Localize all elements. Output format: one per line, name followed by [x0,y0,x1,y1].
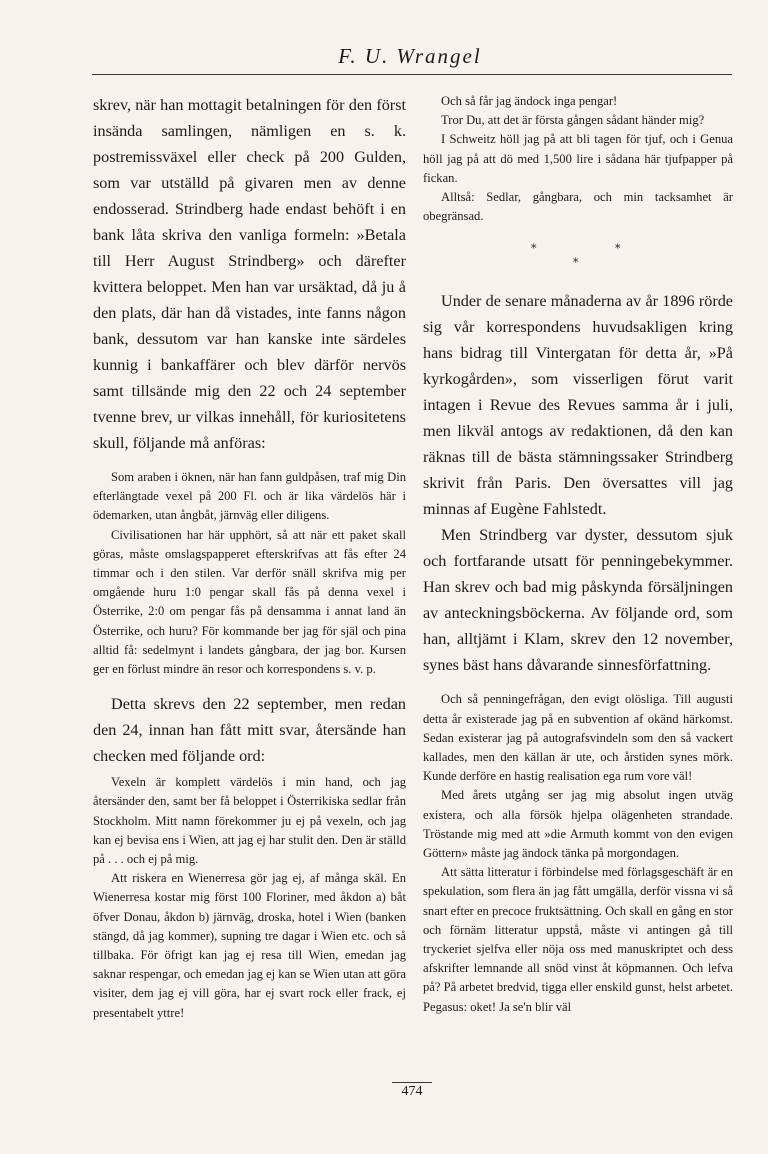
quoted-letter-paragraph: Alltså: Sedlar, gångbara, och min tacksamhet är obegränsad. [423,190,733,224]
quoted-letter-paragraph: Civilisationen har här upphört, så att när ett paket skall göras, måste omslagspapperet efterskrifvas att fås efter 24 timmar och i den stilen. Var derför snäll skrifva mig per omgående huru 1:0 pengar skall fås på denna vexel i Österrike, 2:0 om pengar fås på densamma i annat land än Österrike, och huru? För kommande ber jag för själ och pina alltid få: sedelmynt i landets gångbara, der jag bor. Kursen ger en förlust mindre än resor och korrespondens s. v. p. [93,527,406,677]
body-paragraph: skrev, när han mottagit betalningen för den först insända samlingen, nämligen en s. k. postremissväxel eller check på 200 Gulden, som var utställd på givaren men av denne endosserad. Strindberg hade endast behöft i en bank låta skriva den vanliga formeln: »Betala till Herr August Strindberg» och därefter kvittera beloppet. Men han var ursäktad, då ju å den plats, där han då vistades, inte fanns någon bank, dessutom var han kanske inte särdeles kunnig i bankaffärer och blev därför nervös samt tillsände mig den 22 och 24 september tvenne brev, ur vilkas innehåll, för kuriositetens skull, följande må anföras: [93,96,406,452]
running-header: F. U. Wrangel [338,44,482,68]
quoted-letter-paragraph: Att sätta litteratur i förbindelse med förlagsgeschäft är en spekulation, som flera än jag fått umgälla, derför vissna vi så snart efter en precoce fruktsättning. Och skall en gång en stor och förnäm litteratur uppstå, måste vi antingen gå till tryckeriet sjelfva eller nöja oss med manuskriptet och dess afskrifter lemnande all snöd vinst åt köpmannen. Och lefva på? På arbetet bredvid, tigga eller enskild gunst, helst arbetet. Pegasus: oket! Ja se'n blir väl [423,865,733,1014]
quoted-letter-paragraph: Vexeln är komplett värdelös i min hand, och jag återsänder den, samt ber få beloppet i Österrikiska sedlar från Stockholm. Mitt namn förekommer ju ej på vexeln, och jag kan ej bevisa ens i Wien, att jag ej har stulit den. Den är ställd på . . . och ej på mig. [93,775,406,867]
section-separator [423,240,733,270]
quoted-letter-paragraph: Tror Du, att det är första gången sådant händer mig? [441,113,705,128]
left-column [93,92,406,1023]
quoted-letter-paragraph: I Schweitz höll jag på att bli tagen för tjuf, och i Genua höll jag på att dö med 1,500 lire i sådana här tjufpapper på fickan. [423,132,733,185]
quoted-letter-paragraph: Som araben i öknen, när han fann guldpåsen, traf mig Din efterlängtade vexel på 200 Fl. och är lika värdelös här i ödemarken, utan ångbåt, järnväg eller diligens. [93,470,406,523]
page-number-rule [392,1082,432,1083]
body-paragraph: Men Strindberg var dyster, dessutom sjuk och fortfarande utsatt för penningebekymmer. Han skrev och bad mig påskynda försäljningen av anteckningsböckerna. Av följande ord, som han, alltjämt i Klam, skrev den 12 november, synes bäst hans dåvarande sinnesförfattning. [423,526,733,675]
separator-star: * [531,242,537,256]
page-number: 474 [401,1084,423,1099]
body-paragraph: Under de senare månaderna av år 1896 rörde sig vår korrespondens huvudsakligen kring hans bidrag till Vintergatan för detta år, »På kyrkogården», som visserligen förut varit intagen i Revue des Revues samma år i juli, men likväl antogs av redaktionen, då den kan räknas till de bästa stämningssaker Strindberg skrivit från Paris. Den översattes vill jag minnas af Eugène Fahlstedt. [423,292,733,519]
body-paragraph: Detta skrevs den 22 september, men redan den 24, innan han fått mitt svar, återsände han checken med följande ord: [93,695,406,766]
separator-star: * [573,256,579,270]
quoted-letter-paragraph: Med årets utgång ser jag mig absolut ingen utväg existera, och alla försök hjelpa olägenheten strandade. Tröstande mig med att »die Armuth kommt von den evigen Göttern» måste jag ändock tänka på morgondagen. [423,788,733,861]
header-rule [92,74,732,75]
quoted-letter-paragraph: Och så får jag ändock inga pengar! [441,94,618,108]
right-column [423,92,733,1017]
quoted-letter-paragraph: Och så penningefrågan, den evigt olösliga. Till augusti detta år existerade jag på en subvention af okänd härkomst. Sedan existerar jag på autografsvindeln som den så vackert kallades, men den källan är ute, och årstiden synes mörk. Kunde derföre en hastig realisation ega rum vore väl! [423,692,733,784]
quoted-letter-paragraph: Att riskera en Wienerresa gör jag ej, af många skäl. En Wienerresa kostar mig först 100 Floriner, med åkdon a) båt öfver Donau, åkdon b) järnväg, droska, hotel i Wien (banken stängd, då jag kommer), supning tre dagar i Wien etc. och så tillbaka. För öfrigt kan jag ej resa till Wien, emedan jag saknar respengar, och emedan jag ej kan se Wien utan att göra visiter, dem jag ej vill göra, har ej svart rock eller frack, ej presentabelt yttre! [93,871,406,1020]
separator-star: * [615,242,621,256]
